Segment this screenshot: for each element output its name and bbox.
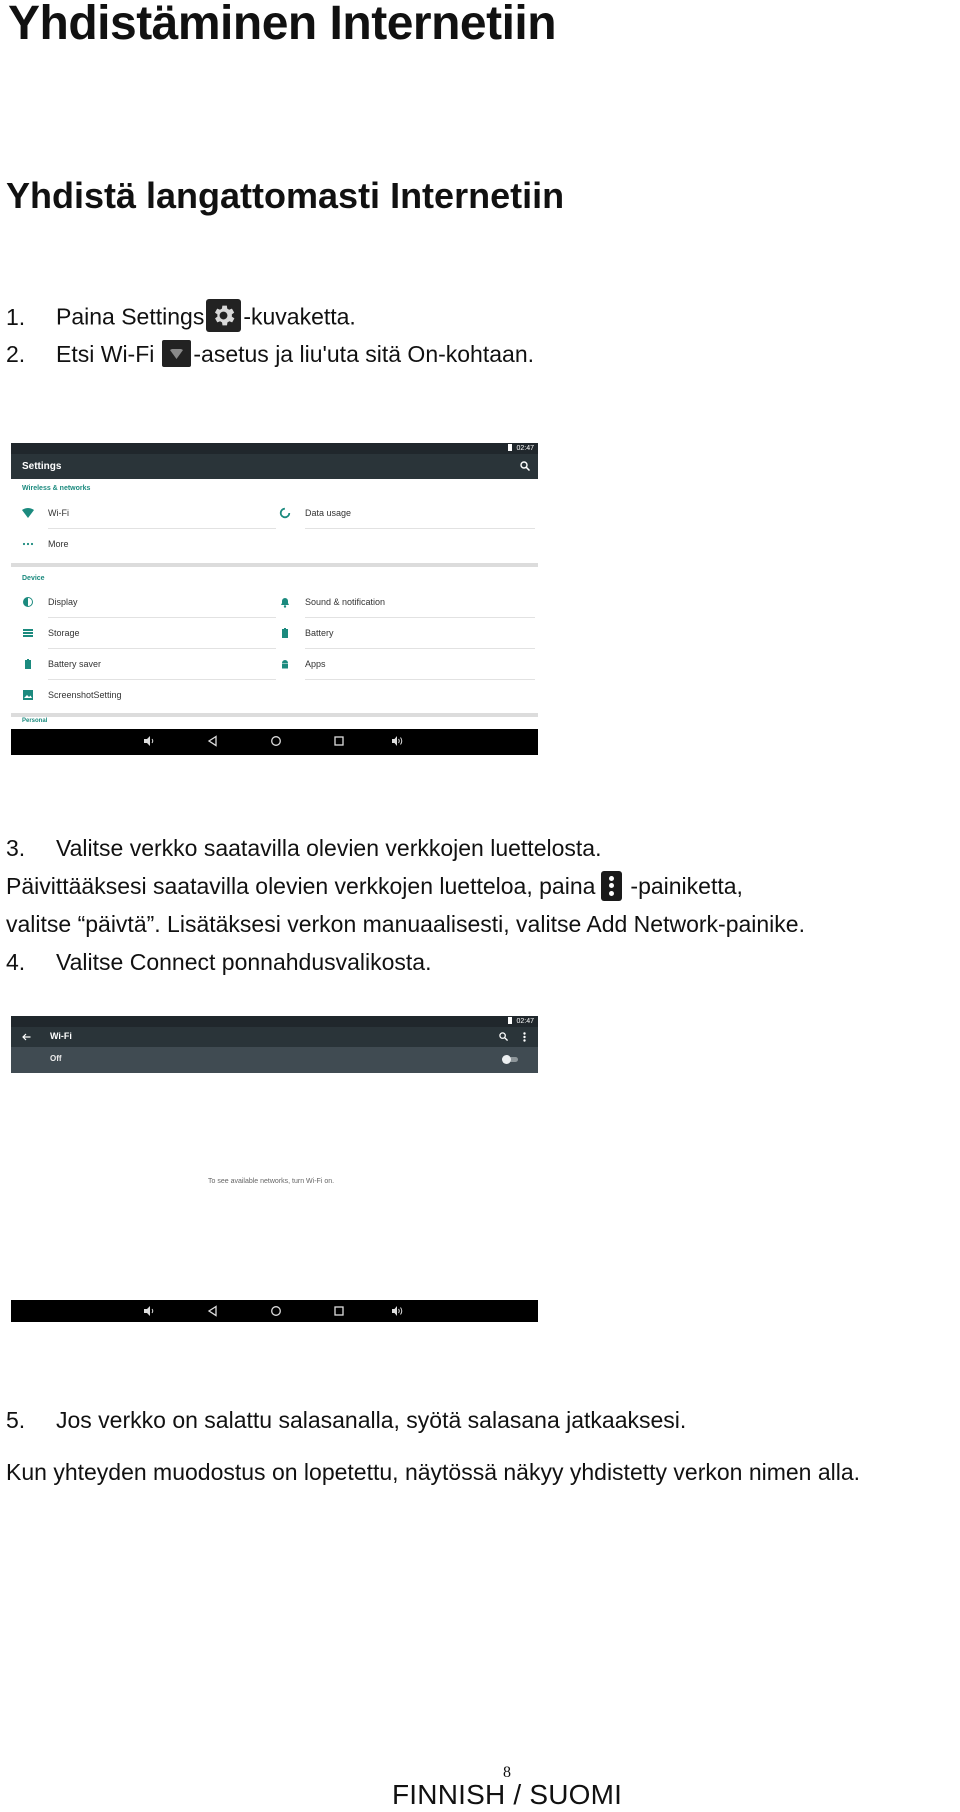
app-title: Settings — [22, 461, 62, 472]
status-bar — [11, 443, 538, 454]
step-text-after: -painiketta, — [630, 873, 743, 899]
app-bar — [11, 1027, 538, 1047]
connected-note: Kun yhteyden muodostus on lopetettu, näytössä näkyy yhdistetty verkon nimen alla. — [6, 1459, 861, 1485]
overflow-menu-icon[interactable] — [523, 1032, 526, 1042]
item-label: Data usage — [305, 508, 352, 518]
section-title: Yhdistä langattomasti Internetiin — [6, 175, 565, 216]
item-label: Display — [48, 597, 78, 607]
step-text-after: -kuvaketta. — [243, 303, 356, 330]
volume-up-icon[interactable] — [391, 735, 403, 747]
overflow-menu-icon — [601, 871, 622, 901]
settings-item-battery-saver[interactable] — [22, 650, 276, 680]
step-4 — [6, 948, 431, 976]
settings-item-more[interactable] — [22, 530, 535, 560]
app-bar — [11, 454, 538, 479]
step-number: 3. — [6, 835, 26, 861]
image-icon — [22, 689, 34, 701]
item-label: Battery — [305, 628, 334, 638]
page-number: 8 — [503, 1764, 511, 1781]
nav-bar — [11, 729, 538, 755]
item-label: More — [48, 539, 69, 549]
settings-item-apps[interactable] — [279, 650, 535, 680]
item-label: Apps — [305, 659, 326, 669]
settings-item-screenshot[interactable] — [22, 681, 535, 711]
search-icon[interactable] — [499, 1032, 508, 1041]
app-title: Wi-Fi — [50, 1031, 72, 1041]
nav-bar — [11, 1300, 538, 1322]
settings-item-wifi[interactable] — [22, 499, 276, 529]
step-text: Päivittääksesi saatavilla olevien verkkojen luetteloa, paina — [6, 873, 596, 899]
wifi-icon — [162, 340, 191, 367]
display-icon — [22, 596, 34, 608]
more-icon — [22, 538, 34, 550]
wifi-toggle-row[interactable] — [11, 1047, 538, 1073]
data-usage-icon — [279, 507, 291, 519]
back-arrow-icon[interactable] — [22, 1033, 31, 1041]
settings-item-display[interactable] — [22, 588, 276, 618]
step-text: Jos verkko on salattu salasanalla, syötä salasana jatkaaksesi. — [56, 1407, 687, 1433]
volume-up-icon[interactable] — [391, 1305, 403, 1317]
volume-down-icon[interactable] — [143, 1305, 155, 1317]
section-wireless: Wireless & networks — [22, 485, 91, 492]
item-label: Sound & notification — [305, 597, 386, 607]
wifi-screenshot — [11, 1016, 538, 1322]
step-5 — [6, 1406, 686, 1434]
step-text-after: -asetus ja liu'uta sitä On-kohtaan. — [193, 341, 535, 367]
wifi-switch-thumb[interactable] — [502, 1055, 511, 1064]
item-label: ScreenshotSetting — [48, 690, 122, 700]
item-label: Wi-Fi — [48, 508, 69, 518]
step-3-refresh — [6, 872, 743, 903]
step-number: 2. — [6, 341, 26, 367]
section-device: Device — [22, 575, 45, 582]
step-2 — [6, 340, 534, 369]
battery-icon — [508, 444, 512, 451]
step-number: 1. — [6, 303, 26, 330]
back-icon[interactable] — [207, 735, 219, 747]
step-3-add-network: valitse “päivtä”. Lisätäksesi verkon manuaalisesti, valitse Add Network-painike. — [6, 911, 805, 937]
settings-screenshot — [11, 443, 538, 755]
battery-saver-icon — [22, 658, 34, 670]
settings-item-sound[interactable] — [279, 588, 535, 618]
item-label: Storage — [48, 628, 80, 638]
footer-language: FINNISH / SUOMI — [392, 1779, 623, 1810]
search-icon[interactable] — [520, 461, 530, 471]
home-icon[interactable] — [270, 1305, 282, 1317]
battery-icon — [279, 627, 291, 639]
step-text: Valitse verkko saatavilla olevien verkkojen luettelosta. — [56, 835, 602, 861]
step-1 — [6, 302, 356, 335]
status-bar — [11, 1016, 538, 1027]
wifi-off-message: To see available networks, turn Wi-Fi on. — [208, 1178, 335, 1185]
volume-down-icon[interactable] — [143, 735, 155, 747]
wifi-icon — [22, 507, 34, 519]
settings-item-storage[interactable] — [22, 619, 276, 649]
settings-item-data-usage[interactable] — [279, 499, 535, 529]
wifi-state: Off — [50, 1054, 62, 1063]
status-time: 02:47 — [516, 1018, 534, 1025]
status-time: 02:47 — [516, 445, 534, 452]
back-icon[interactable] — [207, 1305, 219, 1317]
battery-icon — [508, 1017, 512, 1024]
settings-gear-icon — [206, 299, 241, 332]
page-title: Yhdistäminen Internetiin — [8, 0, 557, 50]
step-text: Etsi Wi-Fi — [56, 341, 155, 367]
step-3 — [6, 834, 601, 862]
step-text: Valitse Connect ponnahdusvalikosta. — [56, 949, 432, 975]
storage-icon — [22, 627, 34, 639]
step-number: 5. — [6, 1407, 26, 1433]
settings-item-battery[interactable] — [279, 619, 535, 649]
home-icon[interactable] — [270, 735, 282, 747]
recents-icon[interactable] — [333, 1305, 345, 1317]
step-text: Paina Settings — [56, 303, 205, 330]
bell-icon — [279, 596, 291, 608]
android-icon — [279, 658, 291, 670]
item-label: Battery saver — [48, 659, 102, 669]
step-number: 4. — [6, 949, 26, 975]
section-personal: Personal — [22, 718, 48, 724]
recents-icon[interactable] — [333, 735, 345, 747]
